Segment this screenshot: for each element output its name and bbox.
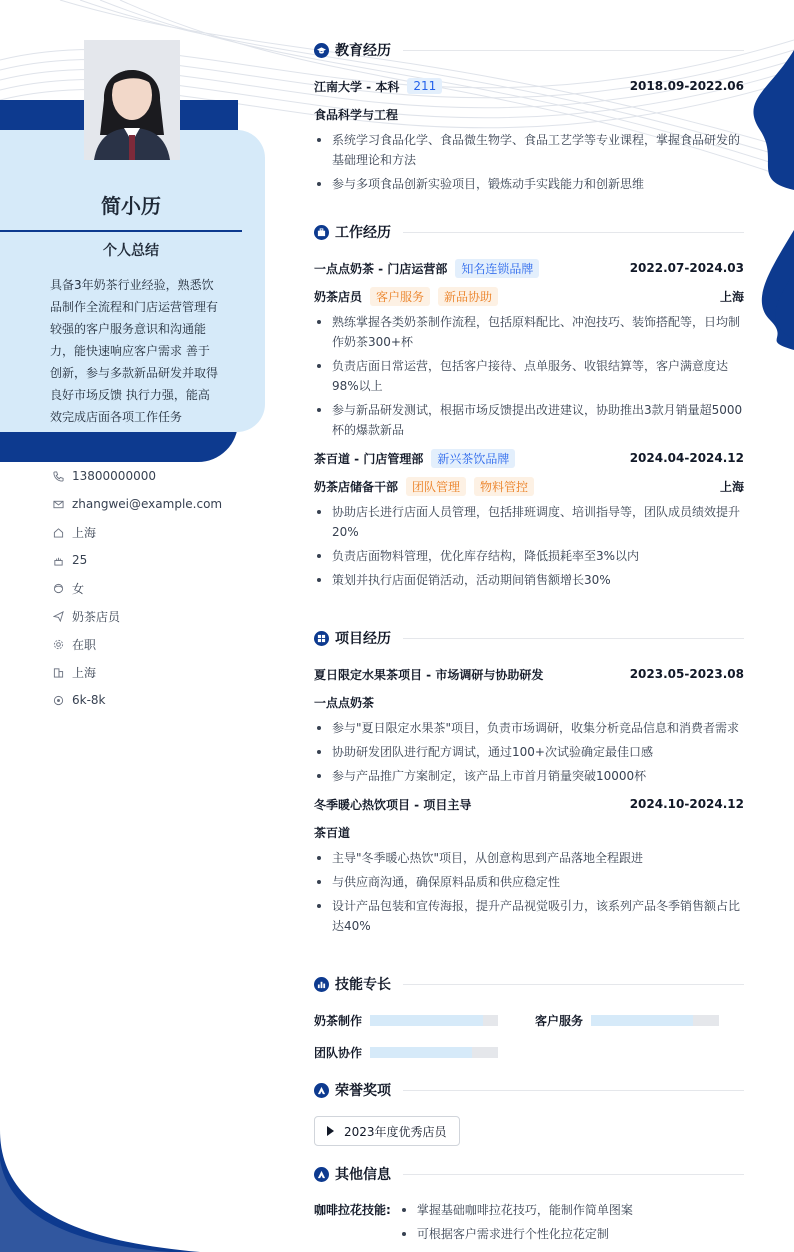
play-icon — [327, 1126, 334, 1136]
job-location: 上海 — [719, 479, 744, 494]
project-header — [314, 660, 744, 688]
list-item: 协助研发团队进行配方调试，通过100+次试验确定最佳口感 — [314, 742, 744, 762]
other-key: 咖啡拉花技能: — [314, 1203, 391, 1217]
list-item: 参与新品研发测试，根据市场反馈提出改进建议，协助推出3款月销量超5000杯的爆款新品 — [314, 400, 744, 440]
project-header — [314, 790, 744, 818]
bottom-left-curve — [0, 1110, 200, 1252]
graduation-cap-icon — [314, 43, 329, 58]
skill-bar-fill — [370, 1015, 483, 1026]
education-major-row — [314, 100, 744, 128]
project-org-row — [314, 818, 744, 846]
list-item: 设计产品包装和宣传海报，提升产品视觉吸引力，该系列产品冬季销售额占比达40% — [314, 896, 744, 936]
job-header — [314, 254, 744, 282]
projects-section — [314, 626, 744, 940]
summary-title: 个人总结 — [103, 243, 159, 259]
list-item: 与供应商沟通，确保原料品质和供应稳定性 — [314, 872, 744, 892]
gender-icon — [52, 582, 64, 594]
company-tag: 新兴茶饮品牌 — [431, 449, 515, 468]
list-item: 负责店面物料管理，优化库存结构，降低损耗率至3%以内 — [314, 546, 744, 566]
job-icon — [52, 610, 64, 622]
skill-name: 奶茶制作 — [314, 1013, 363, 1028]
project-bullets — [314, 848, 744, 936]
list-item: 熟练掌握各类奶茶制作流程，包括原料配比、冲泡技巧、装饰搭配等，日均制作奶茶300+杯 — [314, 312, 744, 352]
project-date: 2024.10-2024.12 — [629, 797, 744, 811]
skill-item — [535, 1012, 719, 1028]
skill-tag: 团队管理 — [406, 477, 466, 496]
skills-grid — [314, 996, 744, 1066]
project-name: 冬季暖心热饮项目 - 项目主导 — [314, 797, 472, 812]
education-header — [314, 72, 744, 100]
section-title: 工作经历 — [335, 225, 391, 241]
skill-bar-fill — [591, 1015, 693, 1026]
list-item: 可根据客户需求进行个性化拉花定制 — [399, 1222, 633, 1246]
other-info — [314, 1198, 744, 1246]
project-org: 茶百道 — [314, 825, 351, 840]
name-divider — [0, 230, 242, 232]
company-name: 茶百道 - 门店管理部 — [314, 451, 424, 466]
education-section — [314, 38, 744, 198]
project-name: 夏日限定水果茶项目 - 市场调研与协助研发 — [314, 667, 544, 682]
contact-salary: 6k-8k — [52, 686, 222, 714]
list-item: 掌握基础咖啡拉花技巧，能制作简单图案 — [399, 1198, 633, 1222]
section-title: 荣誉奖项 — [335, 1083, 391, 1099]
list-item: 主导"冬季暖心热饮"项目，从创意构思到产品落地全程跟进 — [314, 848, 744, 868]
contact-age: 25 — [52, 546, 222, 574]
list-item: 协助店长进行店面人员管理，包括排班调度、培训指导等，团队成员绩效提升20% — [314, 502, 744, 542]
list-item: 策划并执行店面促销活动，活动期间销售额增长30% — [314, 570, 744, 590]
skills-section — [314, 972, 744, 1066]
list-item: 负责店面日常运营，包括客户接待、点单服务、收银结算等，客户满意度达98%以上 — [314, 356, 744, 396]
job-date: 2022.07-2024.03 — [629, 261, 744, 275]
major: 食品科学与工程 — [314, 107, 399, 122]
contact-email: zhangwei@example.com — [52, 490, 222, 518]
award-icon — [314, 1083, 329, 1098]
job-header — [314, 444, 744, 472]
skill-bar — [370, 1047, 498, 1058]
skill-bar — [370, 1015, 498, 1026]
section-title: 教育经历 — [335, 43, 391, 59]
contact-location: 上海 — [52, 518, 222, 546]
profile-photo — [84, 40, 180, 160]
right-blue-curve — [740, 50, 794, 350]
age-icon — [52, 554, 64, 566]
contact-job: 奶茶店员 — [52, 602, 222, 630]
salary-icon — [52, 694, 64, 706]
work-section — [314, 220, 744, 594]
job-role: 奶茶店员 — [314, 289, 363, 304]
contact-phone: 13800000000 — [52, 462, 222, 490]
status-icon — [52, 638, 64, 650]
job-role-row — [314, 282, 744, 310]
info-icon — [314, 1167, 329, 1182]
list-item: 参与产品推广方案制定，该产品上市首月销量突破10000杯 — [314, 766, 744, 786]
other-bullets — [399, 1198, 633, 1246]
company-name: 一点点奶茶 - 门店运营部 — [314, 261, 448, 276]
company-tag: 知名连锁品牌 — [455, 259, 539, 278]
education-date: 2018.09-2022.06 — [629, 79, 744, 93]
other-section — [314, 1162, 744, 1246]
contact-city: 上海 — [52, 658, 222, 686]
job-bullets — [314, 502, 744, 590]
briefcase-icon — [314, 225, 329, 240]
job-role: 奶茶店储备干部 — [314, 479, 399, 494]
project-org-row — [314, 688, 744, 716]
job-location: 上海 — [719, 289, 744, 304]
phone-icon — [52, 470, 64, 482]
section-title: 技能专长 — [335, 977, 391, 993]
skill-item — [314, 1044, 498, 1060]
list-item: 参与"夏日限定水果茶"项目，负责市场调研，收集分析竞品信息和消费者需求 — [314, 718, 744, 738]
school-tag: 211 — [407, 78, 442, 94]
skill-bar-fill — [370, 1047, 472, 1058]
contact-list — [52, 462, 222, 714]
list-item: 参与多项食品创新实验项目，锻炼动手实践能力和创新思维 — [314, 174, 744, 194]
skill-bar — [591, 1015, 719, 1026]
section-title: 其他信息 — [335, 1167, 391, 1183]
job-date: 2024.04-2024.12 — [629, 451, 744, 465]
awards-section — [314, 1078, 744, 1146]
skill-item — [314, 1012, 498, 1028]
skill-tag: 物料管控 — [474, 477, 534, 496]
award-label: 2023年度优秀店员 — [344, 1124, 447, 1139]
bar-chart-icon — [314, 977, 329, 992]
list-item: 系统学习食品化学、食品微生物学、食品工艺学等专业课程，掌握食品研发的基础理论和方法 — [314, 130, 744, 170]
education-bullets — [314, 130, 744, 194]
job-role-row — [314, 472, 744, 500]
summary-text: 具备3年奶茶行业经验，熟悉饮品制作全流程和门店运营管理有较强的客户服务意识和沟通能力，能快速响应客户需求 善于创新，参与多款新品研发并取得良好市场反馈 执行力强，能高效完成店面各项工作任务 — [50, 278, 219, 424]
skill-tag: 客户服务 — [370, 287, 430, 306]
project-bullets — [314, 718, 744, 786]
contact-gender: 女 — [52, 574, 222, 602]
school-name: 江南大学 - 本科 — [314, 79, 400, 94]
section-title: 项目经历 — [335, 631, 391, 647]
project-date: 2023.05-2023.08 — [629, 667, 744, 681]
mail-icon — [52, 498, 64, 510]
person-name: 简小历 — [101, 194, 161, 218]
award-item — [314, 1116, 460, 1146]
contact-status: 在职 — [52, 630, 222, 658]
skill-tag: 新品协助 — [438, 287, 498, 306]
job-bullets — [314, 312, 744, 440]
grid-icon — [314, 631, 329, 646]
project-org: 一点点奶茶 — [314, 695, 375, 710]
skill-name: 客户服务 — [535, 1013, 584, 1028]
skill-name: 团队协作 — [314, 1045, 363, 1060]
home-icon — [52, 526, 64, 538]
city-icon — [52, 666, 64, 678]
